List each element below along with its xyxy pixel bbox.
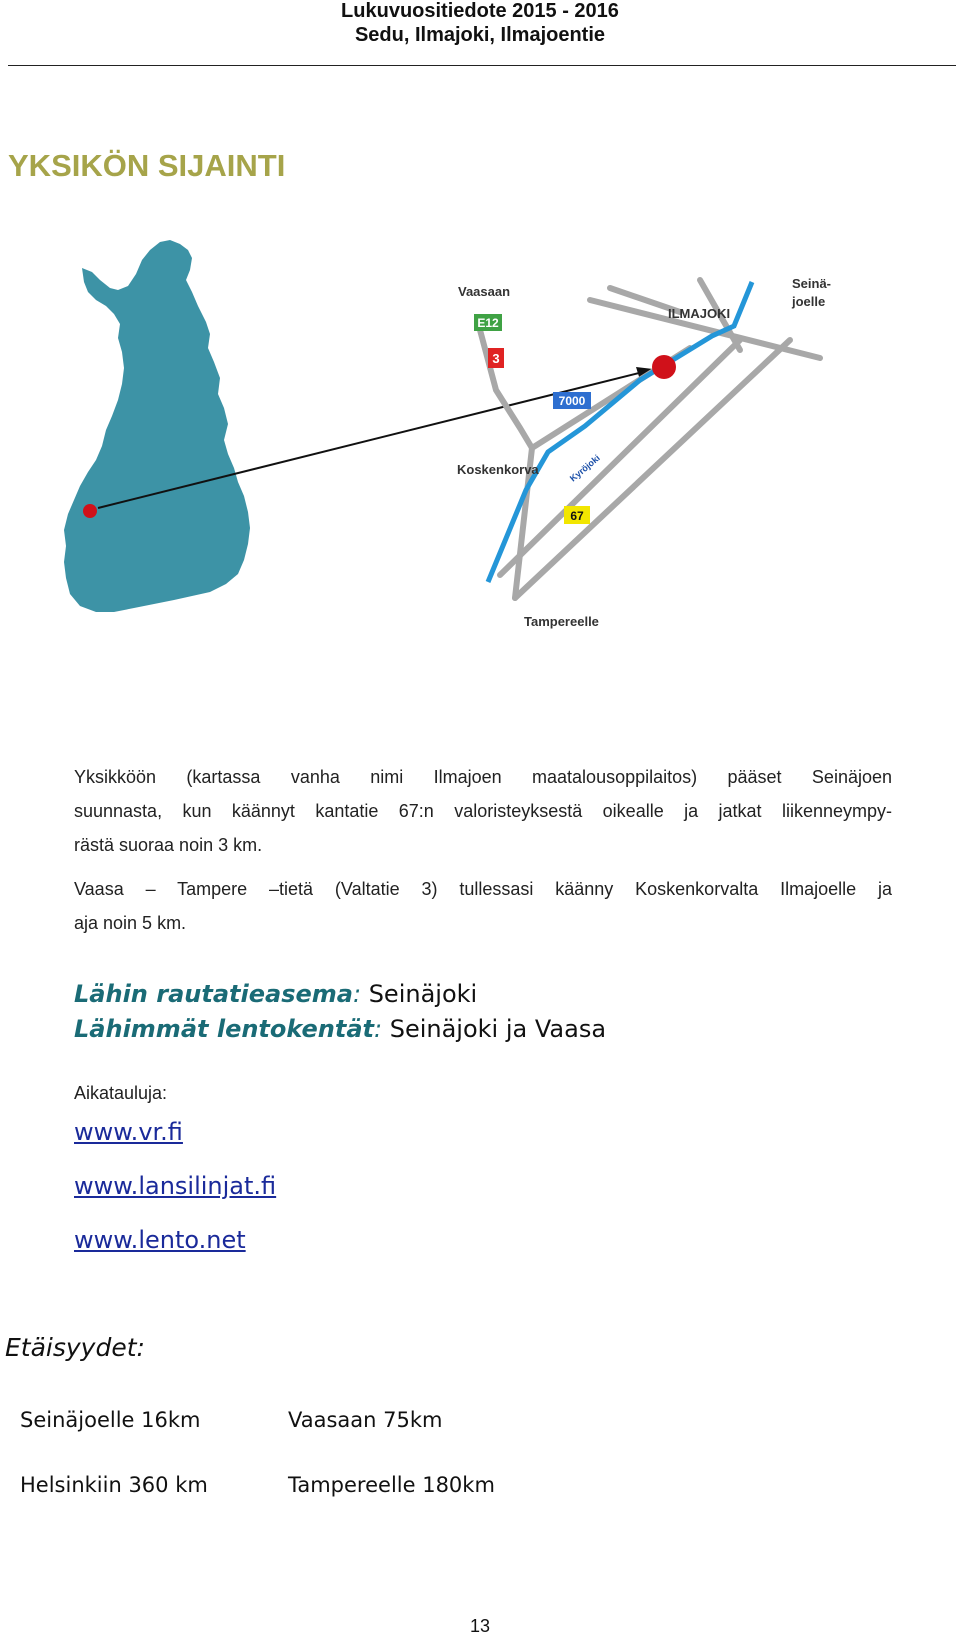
airports-colon: : [374,1015,383,1043]
finland-map-shape [64,240,250,612]
paragraph-line: Vaasa – Tampere –tietä (Valtatie 3) tullessasi käänny Koskenkorvalta Ilmajoelle ja [74,879,892,899]
header-rule [8,65,956,66]
paragraph-line: Yksikköön (kartassa vanha nimi Ilmajoen maatalousoppilaitos) pääset Seinäjoen [74,767,892,787]
link-lansilinjat[interactable]: www.lansilinjat.fi [74,1172,277,1200]
label-seinajoelle-1: Seinä- [792,276,832,291]
road-sign-e12-label: E12 [477,316,499,330]
location-map [0,230,960,650]
timetables-label: Aikatauluja: [74,1083,168,1103]
airports-value: Seinäjoki ja Vaasa [382,1015,607,1043]
paragraph-line: suunnasta, kun käännyt kantatie 67:n valoristeyksestä oikealle ja jatkat liikenneympy- [74,801,892,821]
paragraph-line: aja noin 5 km. [74,913,187,933]
link-vr[interactable]: www.vr.fi [74,1118,183,1146]
airports-label: Lähimmät lentokentät [74,1015,374,1043]
road-sign-3-label: 3 [492,351,500,366]
distance-seinajoki: Seinäjoelle 16km [20,1408,201,1432]
railway-station-value: Seinäjoki [361,980,478,1008]
distance-helsinki: Helsinkiin 360 km [20,1473,208,1497]
nearest-airports [74,1015,606,1043]
link-lento[interactable]: www.lento.net [74,1226,246,1254]
road-sign-7000-label: 7000 [558,394,586,408]
location-marker-ilmajoki [652,355,676,379]
nearest-railway-station [74,980,477,1008]
distance-vaasa: Vaasaan 75km [288,1408,443,1432]
distance-tampere: Tampereelle 180km [288,1473,495,1497]
label-tampereelle: Tampereelle [524,614,599,629]
paragraph-line: rästä suoraa noin 3 km. [74,835,263,855]
railway-station-label: Lähin rautatieasema [74,980,353,1008]
directions-paragraph-1 [74,760,892,862]
header-subtitle: Sedu, Ilmajoki, Ilmajoentie [354,24,606,46]
road-sign-67-label: 67 [570,509,584,523]
label-kyrojoki: Kyröjoki [567,452,602,484]
river-kyrojoki [488,282,752,582]
section-title: YKSIKÖN SIJAINTI [8,148,286,183]
roads [480,280,820,598]
label-vaasaan: Vaasaan [458,284,511,299]
label-ilmajoki: ILMAJOKI [668,306,731,321]
label-koskenkorva: Koskenkorva [457,462,539,477]
directions-paragraph-2 [74,872,892,940]
page-number: 13 [469,1616,491,1636]
label-seinajoelle-2: joelle [792,294,826,309]
header-title: Lukuvuositiedote 2015 - 2016 [341,0,619,22]
railway-station-colon: : [352,980,362,1008]
location-marker-small [83,504,97,518]
distances-title: Etäisyydet: [5,1333,145,1362]
